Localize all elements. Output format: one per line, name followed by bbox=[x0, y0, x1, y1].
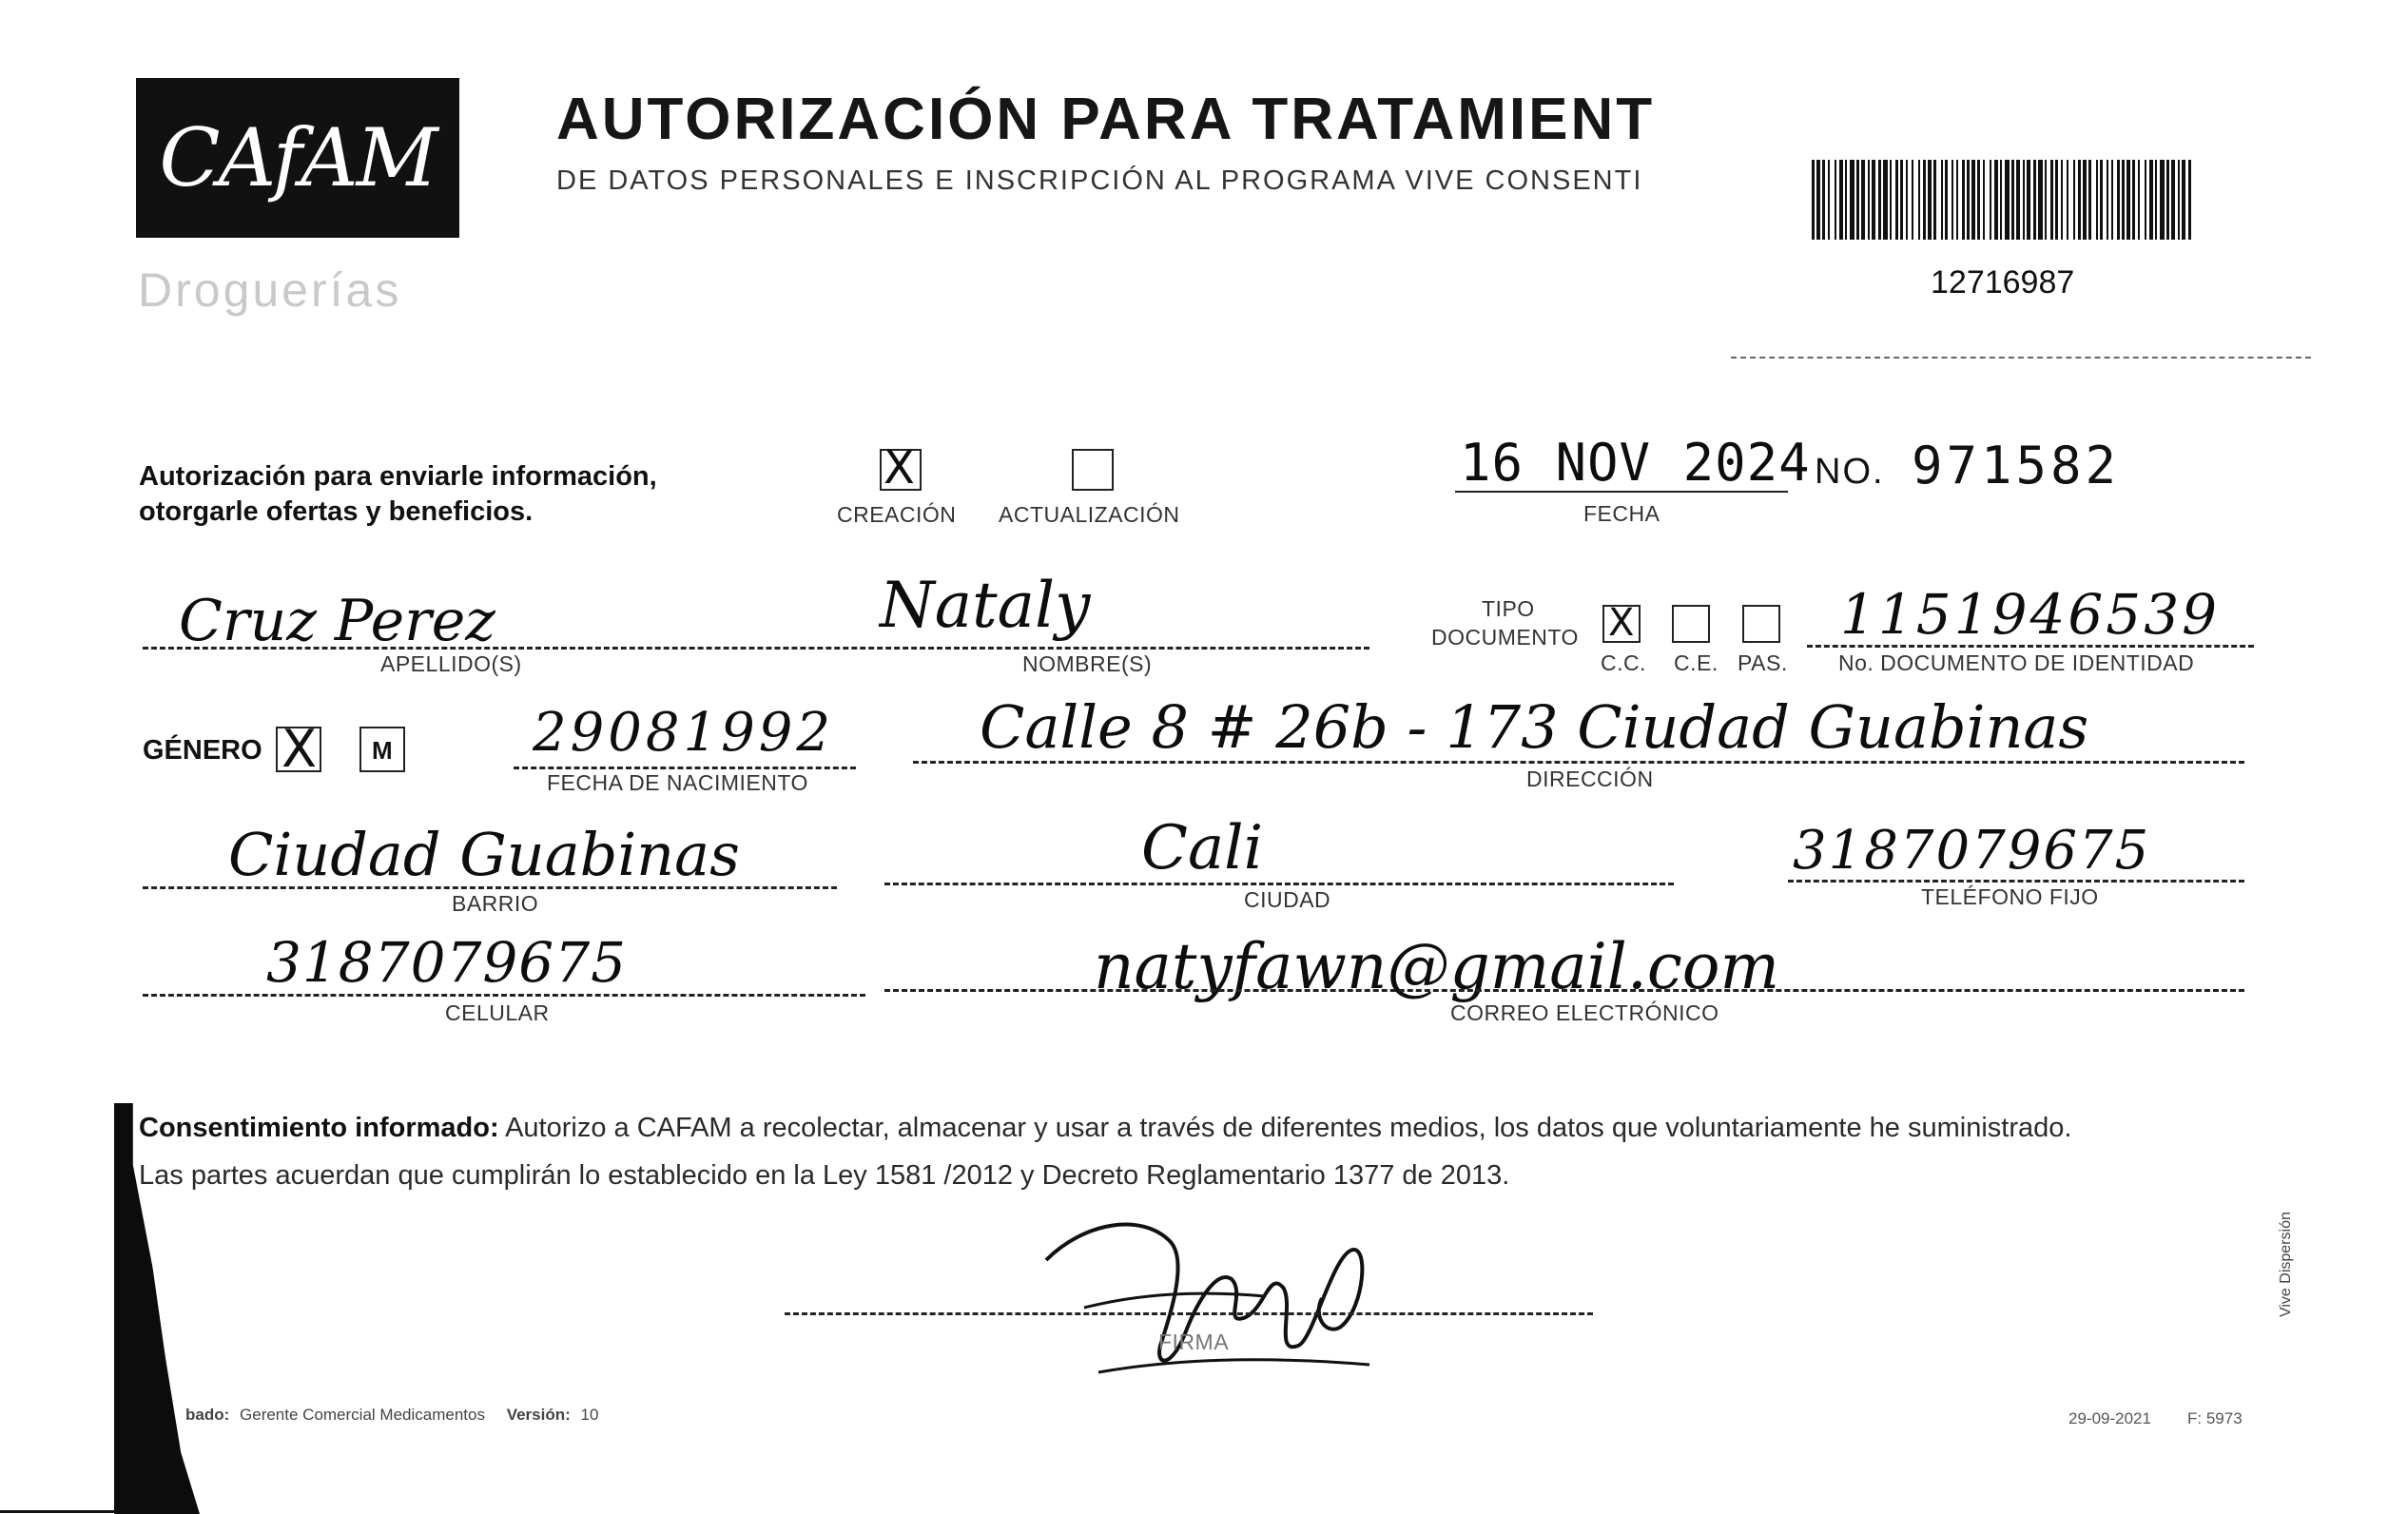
footer-form-code: F: 5973 bbox=[2187, 1409, 2243, 1427]
barcode-bar bbox=[1967, 160, 1970, 240]
barcode-bar bbox=[1850, 160, 1855, 240]
address-line bbox=[913, 761, 2244, 764]
barcode-bar bbox=[1900, 160, 1903, 240]
doc-cc-checkbox[interactable] bbox=[1602, 601, 1641, 645]
approved-by bbox=[185, 1406, 598, 1425]
barcode-bar bbox=[1822, 160, 1825, 240]
name-value: Nataly bbox=[880, 569, 1091, 642]
consent-title: Consentimiento informado: bbox=[139, 1113, 499, 1143]
barcode-bar bbox=[2171, 160, 2175, 240]
barcode bbox=[1812, 160, 2192, 240]
authorization-text-line1: Autorización para enviarle información, bbox=[139, 461, 657, 492]
doc-cc-label: C.C. bbox=[1601, 650, 1646, 675]
barcode-bar bbox=[1962, 160, 1965, 240]
barcode-bar bbox=[1952, 160, 1953, 240]
barcode-bar bbox=[1945, 160, 1948, 240]
gender-m-checkbox[interactable] bbox=[359, 727, 405, 772]
barcode-bar bbox=[2078, 160, 2081, 240]
barcode-bar bbox=[2005, 160, 2010, 240]
doc-number-value: 1151946539 bbox=[1840, 582, 2221, 647]
barcode-bar bbox=[2122, 160, 2125, 240]
doc-number-line bbox=[1807, 645, 2254, 648]
date-line bbox=[1455, 491, 1788, 493]
update-label: ACTUALIZACIÓN bbox=[999, 502, 1180, 527]
signature bbox=[1027, 1203, 1427, 1393]
barcode-bar bbox=[1856, 160, 1859, 240]
barcode-bar bbox=[1861, 160, 1865, 240]
doc-pas-label: PAS. bbox=[1738, 650, 1788, 675]
doc-type-label-1: TIPO bbox=[1482, 596, 1535, 621]
email-value: natyfawn@gmail.com bbox=[1094, 930, 1780, 1003]
row1-line-left bbox=[143, 647, 1369, 650]
barcode-bar bbox=[2182, 160, 2185, 240]
signature-label: FIRMA bbox=[1158, 1330, 1230, 1354]
barcode-bar bbox=[2166, 160, 2169, 240]
barcode-bar bbox=[2038, 160, 2043, 240]
barcode-bar bbox=[1971, 160, 1975, 240]
barcode-bar bbox=[1994, 160, 1998, 240]
barcode-bar bbox=[2188, 160, 2191, 240]
footer-date-code: 29-09-2021 bbox=[2068, 1409, 2151, 1427]
signature-line bbox=[785, 1312, 1593, 1315]
barcode-bar bbox=[1912, 160, 1913, 240]
barcode-bar bbox=[1941, 160, 1943, 240]
barcode-bar bbox=[2149, 160, 2153, 240]
barcode-bar bbox=[2132, 160, 2135, 240]
barcode-bar bbox=[1895, 160, 1898, 240]
birth-label: FECHA DE NACIMIENTO bbox=[547, 770, 808, 795]
barcode-bar bbox=[1890, 160, 1892, 240]
email-line bbox=[884, 989, 2244, 992]
barcode-bar bbox=[1990, 160, 1991, 240]
creation-label: CREACIÓN bbox=[837, 502, 957, 527]
address-label: DIRECCIÓN bbox=[1526, 767, 1654, 791]
barcode-bar bbox=[2027, 160, 2030, 240]
barcode-bar bbox=[1839, 160, 1843, 240]
name-label: NOMBRE(S) bbox=[1022, 651, 1153, 676]
mobile-label: CELULAR bbox=[445, 1000, 550, 1025]
consent-text-line1: Autorizo a CAFAM a recolectar, almacenar y usar a través de diferentes medios, los datos que voluntariamente he suministrado. bbox=[498, 1113, 2072, 1143]
barcode-bar bbox=[1816, 160, 1820, 240]
barcode-bar bbox=[2045, 160, 2047, 240]
approved-label: bado: bbox=[185, 1406, 230, 1424]
gender-f-checkbox[interactable] bbox=[276, 719, 321, 779]
doc-ce-label: C.E. bbox=[1674, 650, 1719, 675]
barcode-bar bbox=[2117, 160, 2120, 240]
barcode-bar bbox=[2050, 160, 2053, 240]
barcode-bar bbox=[2011, 160, 2014, 240]
barcode-bar bbox=[2111, 160, 2113, 240]
barcode-bar bbox=[2067, 160, 2068, 240]
barcode-bar bbox=[1918, 160, 1920, 240]
barcode-bar bbox=[2160, 160, 2165, 240]
barcode-bar bbox=[1977, 160, 1980, 240]
email-label: CORREO ELECTRÓNICO bbox=[1450, 1000, 1719, 1025]
barrio-label: BARRIO bbox=[452, 891, 539, 916]
gender-label: GÉNERO bbox=[143, 735, 262, 766]
birth-line bbox=[514, 767, 856, 769]
lastname-label: APELLIDO(S) bbox=[380, 651, 522, 676]
cafam-logo bbox=[136, 78, 459, 238]
barcode-bar bbox=[1933, 160, 1936, 240]
gender-f-mark: X bbox=[282, 719, 317, 779]
barcode-bar bbox=[1983, 160, 1985, 240]
lastname-value: Cruz Perez bbox=[179, 588, 495, 654]
barcode-bar bbox=[1835, 160, 1836, 240]
barcode-bar bbox=[2138, 160, 2140, 240]
barcode-bar bbox=[2033, 160, 2036, 240]
consent-text-line2: Las partes acuerdan que cumplirán lo establecido en la Ley 1581 /2012 y Decreto Reglamentario 1377 de 2013. bbox=[139, 1160, 1510, 1191]
phone-line bbox=[1788, 880, 2244, 883]
gender-m-label: M bbox=[372, 736, 393, 765]
barcode-bar bbox=[1928, 160, 1932, 240]
barcode-bar bbox=[1845, 160, 1847, 240]
date-value: 16 NOV 2024 bbox=[1460, 433, 1811, 493]
mobile-line bbox=[143, 994, 865, 997]
date-label: FECHA bbox=[1583, 501, 1660, 526]
city-value: Cali bbox=[1141, 813, 1264, 883]
barcode-bar bbox=[2000, 160, 2002, 240]
barcode-bar bbox=[1878, 160, 1881, 240]
barrio-value: Ciudad Guabinas bbox=[228, 820, 740, 889]
phone-label: TELÉFONO FIJO bbox=[1921, 884, 2099, 909]
version-value: 10 bbox=[580, 1406, 599, 1424]
barcode-bar bbox=[2083, 160, 2087, 240]
bottom-rule bbox=[0, 1510, 114, 1513]
barcode-bar bbox=[2107, 160, 2108, 240]
birth-value: 29081992 bbox=[533, 702, 835, 764]
barcode-bar bbox=[2088, 160, 2091, 240]
barrio-line bbox=[143, 886, 837, 889]
barcode-bar bbox=[2096, 160, 2098, 240]
address-value: Calle 8 # 26b - 173 Ciudad Guabinas bbox=[980, 692, 2089, 762]
creation-checkbox[interactable] bbox=[880, 441, 922, 495]
doc-type-label-2: DOCUMENTO bbox=[1431, 625, 1579, 650]
logo-text: CAfAM bbox=[159, 111, 437, 204]
barcode-bar bbox=[2178, 160, 2180, 240]
form-number: 971582 bbox=[1912, 436, 2121, 495]
barcode-bar bbox=[1906, 160, 1908, 240]
update-checkbox[interactable] bbox=[1072, 449, 1114, 491]
barcode-bar bbox=[2073, 160, 2075, 240]
barcode-number: 12716987 bbox=[1931, 264, 2075, 301]
consent-paragraph bbox=[139, 1113, 2071, 1144]
barcode-bar bbox=[1956, 160, 1958, 240]
barcode-bar bbox=[2155, 160, 2157, 240]
barcode-bar bbox=[1868, 160, 1870, 240]
doc-ce-checkbox[interactable] bbox=[1672, 605, 1710, 643]
barcode-bar bbox=[1812, 160, 1815, 240]
barcode-bar bbox=[2055, 160, 2058, 240]
version-label: Versión: bbox=[506, 1406, 571, 1424]
approved-value: Gerente Comercial Medicamentos bbox=[240, 1406, 485, 1424]
barcode-bar bbox=[1828, 160, 1830, 240]
barcode-bar bbox=[1923, 160, 1926, 240]
number-label: NO. bbox=[1815, 452, 1885, 492]
document-subtitle: DE DATOS PERSONALES E INSCRIPCIÓN AL PROGRAMA VIVE CONSENTI bbox=[556, 165, 1643, 196]
barcode-bar bbox=[2061, 160, 2063, 240]
barcode-bar bbox=[2023, 160, 2025, 240]
barcode-bar bbox=[2145, 160, 2146, 240]
doc-cc-mark: X bbox=[1608, 601, 1635, 645]
city-label: CIUDAD bbox=[1244, 887, 1331, 912]
doc-number-label: No. DOCUMENTO DE IDENTIDAD bbox=[1838, 650, 2195, 675]
authorization-text-line2: otorgarle ofertas y beneficios. bbox=[139, 496, 534, 527]
barcode-bar bbox=[2100, 160, 2103, 240]
mobile-value: 3187079675 bbox=[266, 930, 628, 995]
side-text: Vive Dispersión bbox=[2278, 1212, 2294, 1317]
document-title: AUTORIZACIÓN PARA TRATAMIENT bbox=[556, 87, 1656, 152]
header-divider bbox=[1731, 357, 2311, 359]
barcode-bar bbox=[1872, 160, 1875, 240]
barcode-bar bbox=[1883, 160, 1888, 240]
creation-check-mark: X bbox=[884, 441, 915, 495]
barcode-bar bbox=[2016, 160, 2020, 240]
logo-subtext: Droguerías bbox=[138, 263, 402, 317]
barcode-bar bbox=[2126, 160, 2130, 240]
city-line bbox=[884, 883, 1674, 885]
phone-value: 3187079675 bbox=[1793, 820, 2151, 882]
doc-pas-checkbox[interactable] bbox=[1742, 605, 1780, 643]
